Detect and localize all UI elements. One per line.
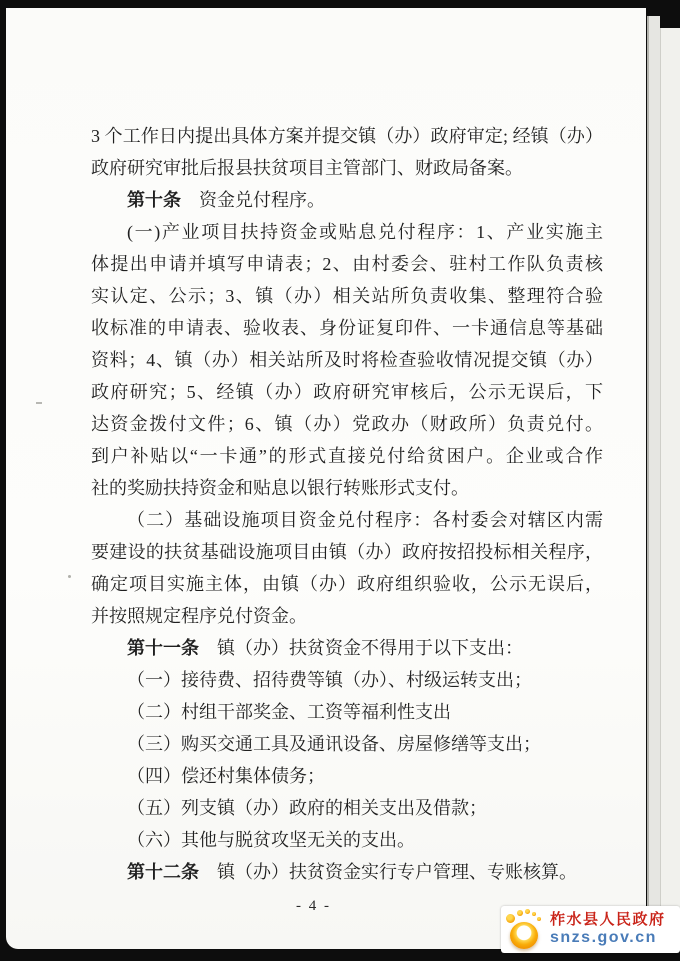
doc-line article-11: [91, 632, 603, 664]
doc-line article-10: [91, 184, 603, 216]
doc-line: 确定项目实施主体，由镇（办）政府组织验收，公示无误后，: [91, 574, 603, 594]
scan-speck: [36, 402, 42, 404]
footprint-icon: [506, 909, 546, 951]
doc-line: （二）村组干部奖金、工资等福利性支出: [127, 702, 451, 722]
doc-line: 体提出申请并填写申请表；2、由村委会、驻村工作队负责核: [91, 254, 603, 274]
doc-line: 收标准的申请表、验收表、身份证复印件、一卡通信息等基础: [91, 318, 603, 338]
doc-line: （二）基础设施项目资金兑付程序：各村委会对辖区内需: [127, 510, 603, 530]
doc-line: 要建设的扶贫基础设施项目由镇（办）政府按招投标相关程序，: [91, 542, 603, 562]
doc-line: 政府研究；5、经镇（办）政府研究审核后，公示无误后，下: [91, 382, 603, 402]
doc-line: 实认定、公示；3、镇（办）相关站所负责收集、整理符合验: [91, 286, 603, 306]
doc-line: （一）接待费、招待费等镇（办）、村级运转支出；: [127, 670, 532, 690]
doc-line: 政府研究审批后报县扶贫项目主管部门、财政局备案。: [91, 158, 523, 178]
doc-line: 资料；4、镇（办）相关站所及时将检查验收情况提交镇（办）: [91, 350, 603, 370]
scan-speck: [68, 575, 71, 578]
doc-line: （四）偿还村集体债务；: [127, 766, 325, 786]
doc-line: 3 个工作日内提出具体方案并提交镇（办）政府审定; 经镇（办）: [91, 126, 603, 146]
doc-line article-12: [91, 856, 603, 888]
article-title: 镇（办）扶贫资金实行专户管理、专账核算。: [199, 862, 577, 882]
page-edge-stack: [660, 28, 680, 934]
doc-line: （五）列支镇（办）政府的相关支出及借款；: [127, 798, 487, 818]
page-number: - 4 -: [296, 898, 331, 914]
doc-line: （三）购买交通工具及通讯设备、房屋修缮等支出；: [127, 734, 541, 754]
article-heading: 第十二条: [127, 862, 199, 882]
doc-line: 到户补贴以“一卡通”的形式直接兑付给贫困户。企业或合作: [91, 446, 603, 466]
document-page: [6, 8, 646, 949]
article-heading: 第十条: [127, 190, 181, 210]
document-body: [91, 120, 603, 888]
article-heading: 第十一条: [127, 638, 199, 658]
doc-line: (一)产业项目扶持资金或贴息兑付程序：1、产业实施主: [127, 222, 603, 242]
gov-site-watermark: [501, 906, 680, 953]
article-title: 镇（办）扶贫资金不得用于以下支出：: [199, 638, 523, 658]
doc-line: 社的奖励扶持资金和贴息以银行转账形式支付。: [91, 478, 469, 498]
doc-line: 并按照规定程序兑付资金。: [91, 606, 307, 626]
gov-site-name: 柞水县人民政府: [550, 911, 666, 928]
article-title: 资金兑付程序。: [181, 190, 325, 210]
doc-line: （六）其他与脱贫攻坚无关的支出。: [127, 830, 415, 850]
gov-site-url: snzs.gov.cn: [550, 928, 657, 946]
page-edge-stack: [647, 16, 660, 938]
doc-line: 达资金拨付文件；6、镇（办）党政办（财政所）负责兑付。: [91, 414, 603, 434]
